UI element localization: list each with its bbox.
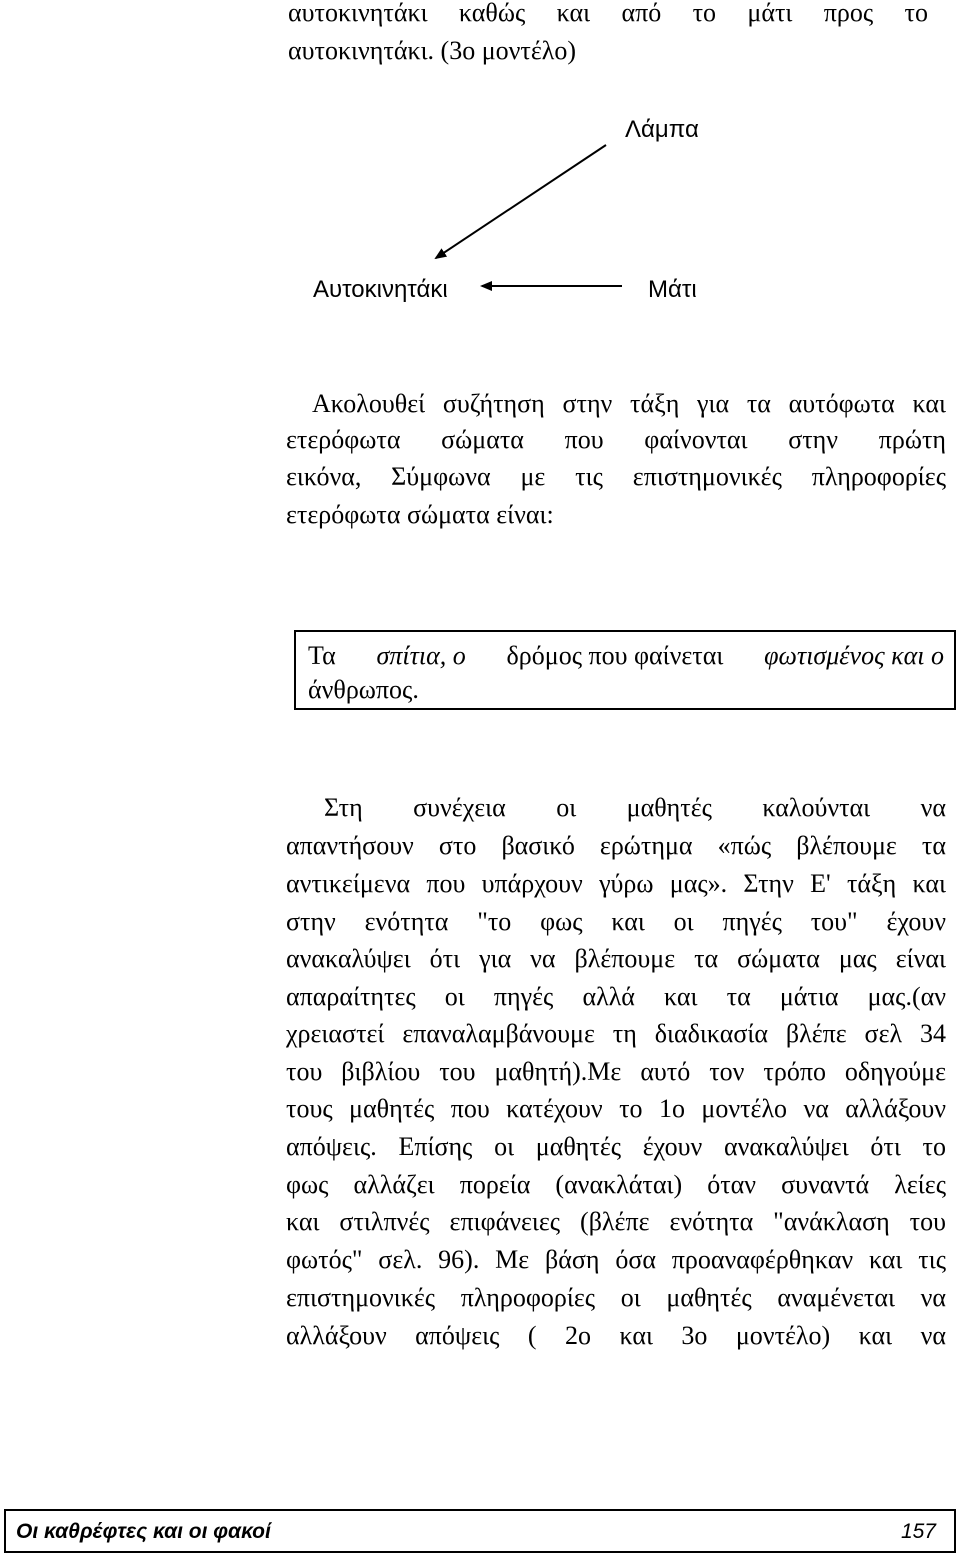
- text-line: απαραίτητες οι πηγές αλλά και τα μάτια μας.(αν: [286, 982, 946, 1011]
- text-line: του βιβλίου του μαθητή).Με αυτό τον τρόπο οδηγούμε: [286, 1057, 946, 1086]
- car-label: Αυτοκινητάκι: [313, 276, 448, 303]
- text-line: απόψεις. Επίσης οι μαθητές έχουν ανακαλύψει ότι το: [286, 1132, 946, 1161]
- arrow-lamp-to-car: [436, 145, 606, 258]
- answer-word-italic: φωτισμένος και ο: [764, 641, 944, 670]
- text-line: στην ενότητα "το φως και οι πηγές του" έχουν: [286, 907, 946, 936]
- lamp-label: Λάμπα: [625, 116, 699, 143]
- text-line: ετερόφωτα σώματα είναι:: [286, 500, 554, 529]
- text-line: τους μαθητές που κατέχουν το 1ο μοντέλο να αλλάξουν: [286, 1094, 946, 1123]
- answer-line: [308, 640, 944, 672]
- text-line: απαντήσουν στο βασικό ερώτημα «πώς βλέπουμε τα: [286, 831, 946, 860]
- text-line: επιστημονικές πληροφορίες οι μαθητές αναμένεται να: [286, 1283, 946, 1312]
- answer-line: άνθρωπος.: [308, 675, 419, 704]
- page-number: 157: [900, 1520, 936, 1543]
- footer-title: Οι καθρέφτες και οι φακοί: [16, 1520, 271, 1543]
- answer-word-italic: σπίτια, ο: [376, 641, 466, 670]
- text-line: αλλάξουν απόψεις ( 2ο και 3ο μοντέλο) και να: [286, 1321, 946, 1350]
- text-line: ετερόφωτα σώματα που φαίνονται στην πρώτη: [286, 425, 946, 454]
- page-footer: [4, 1509, 956, 1553]
- text-line: και στιλπνές επιφάνειες (βλέπε ενότητα "ανάκλαση του: [286, 1207, 946, 1236]
- text-line: φως αλλάζει πορεία (ανακλάται) όταν συναντά λείες: [286, 1170, 946, 1199]
- model-diagram: [0, 0, 960, 340]
- text-line: Στη συνέχεια οι μαθητές καλούνται να: [324, 793, 946, 822]
- text-line: φωτός" σελ. 96). Με βάση όσα προαναφέρθηκαν και τις: [286, 1245, 946, 1274]
- answer-box: [294, 630, 956, 710]
- eye-label: Μάτι: [648, 276, 697, 303]
- answer-word: δρόμος που φαίνεται: [506, 641, 724, 670]
- text-line: εικόνα, Σύμφωνα με τις επιστημονικές πληροφορίες: [286, 462, 946, 491]
- text-line: χρειαστεί επαναλαμβάνουμε τη διαδικασία βλέπε σελ 34: [286, 1019, 946, 1048]
- text-line: αυτοκινητάκι καθώς και από το μάτι προς το: [288, 0, 928, 27]
- text-line: Ακολουθεί συζήτηση στην τάξη για τα αυτόφωτα και: [312, 389, 946, 418]
- text-line: αυτοκινητάκι. (3ο μοντέλο): [288, 36, 577, 65]
- text-line: αντικείμενα που υπάρχουν γύρω μας». Στην Ε' τάξη και: [286, 869, 946, 898]
- answer-word: Τα: [308, 641, 336, 670]
- text-line: ανακαλύψει ότι για να βλέπουμε τα σώματα μας είναι: [286, 944, 946, 973]
